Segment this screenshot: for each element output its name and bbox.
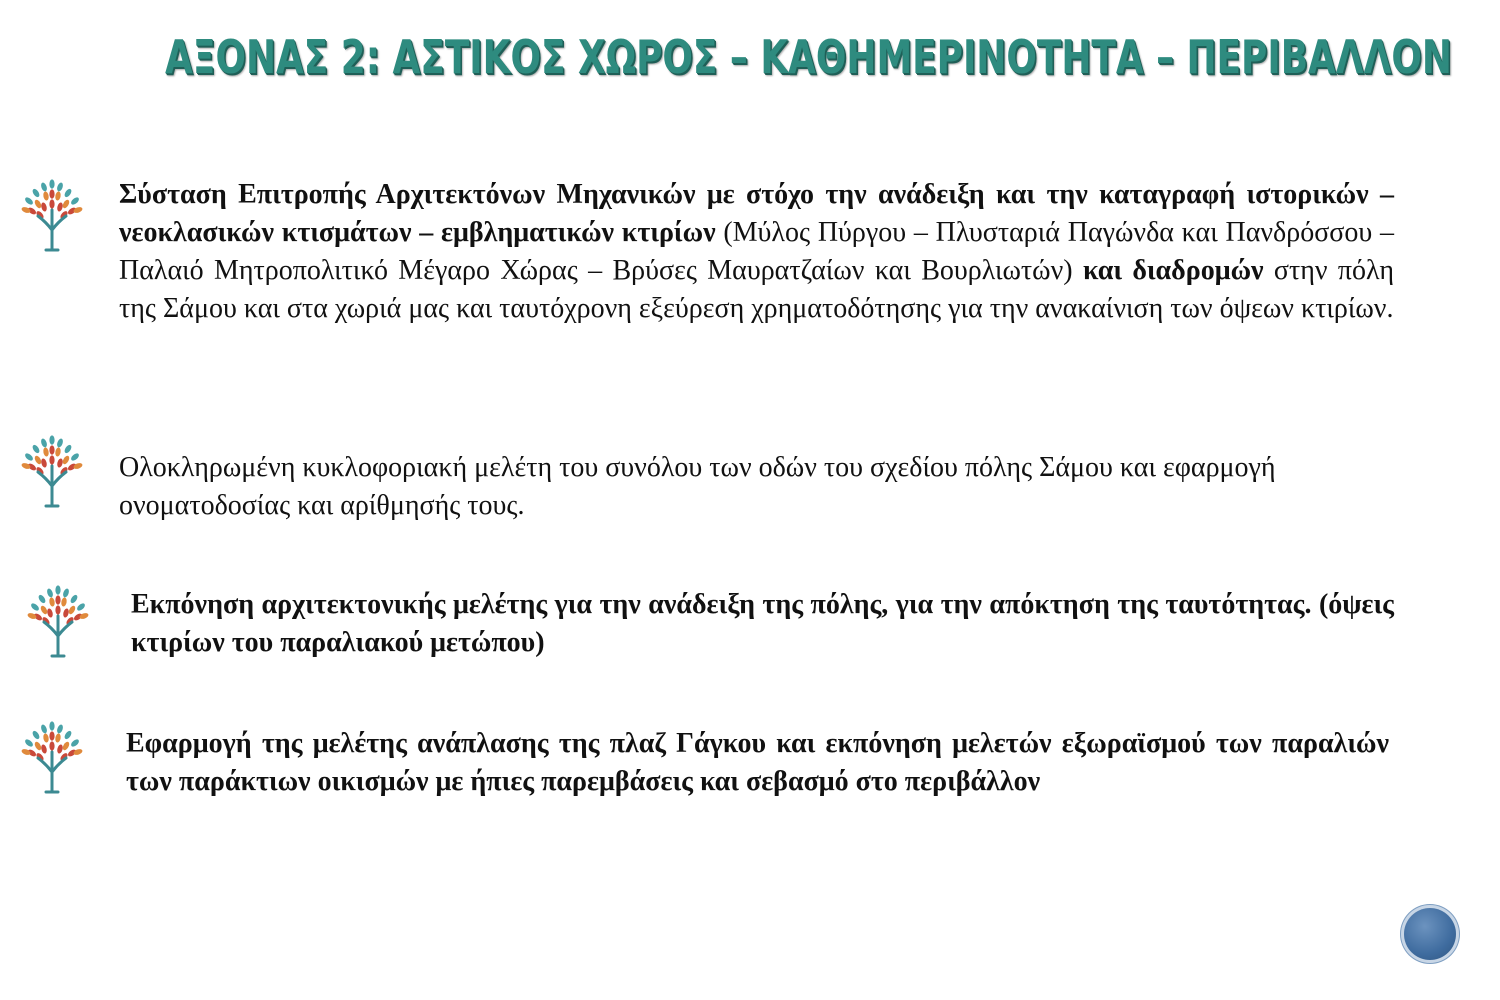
- bullet-text-2: Ολοκληρωμένη κυκλοφοριακή μελέτη του συνόλου των οδών του σχεδίου πόλης Σάμου και εφαρμογή ονοματοδοσίας και αρίθμησής τους.: [119, 452, 1276, 521]
- tree-icon: [16, 176, 88, 252]
- bullet-1-bold-part-2: και διαδρομών: [1082, 255, 1264, 286]
- bullet-1-normal-part-2: στην πόλη της Σάμου και στα χωριά μας και ταυτόχρονη εξεύρεση χρηματοδότησης για την ανακαίνιση των όψεων κτιρίων.: [119, 255, 1395, 324]
- tree-icon: [16, 432, 88, 508]
- tree-icon: [22, 582, 94, 658]
- next-slide-button[interactable]: [1404, 908, 1456, 960]
- slide-title: ΑΞΟΝΑΣ 2: ΑΣΤΙΚΟΣ ΧΩΡΟΣ – ΚΑΘΗΜΕΡΙΝΟΤΗΤΑ – ΠΕΡΙΒΑΛΛΟΝ: [165, 30, 1452, 84]
- bullet-text-3: Εκπόνηση αρχιτεκτονικής μελέτης για την ανάδειξη της πόλης, για την απόκτηση της ταυτότητας. (όψεις κτιρίων του παραλιακού μετώπου): [131, 589, 1394, 658]
- bullet-text-4: Εφαρμογή της μελέτης ανάπλασης της πλαζ Γάγκου και εκπόνηση μελετών εξωραϊσμού των παραλιών των παράκτιων οικισμών με ήπιες παρεμβάσεις και σεβασμό στο περιβάλλον: [126, 728, 1389, 797]
- bullet-1-normal-part-1: (Μύλος Πύργου – Πλυσταριά Παγώνδα και Πανδρόσσου – Παλαιό Μητροπολιτικό Μέγαρο Χώρας – Βρύσες Μαυρατζαίων και Βουρλιωτών): [119, 217, 1395, 286]
- bullet-text-1: [119, 176, 1394, 328]
- tree-icon: [16, 718, 88, 794]
- bullet-1-bold-part-1: Σύσταση Επιτροπής Αρχιτεκτόνων Μηχανικών με στόχο την ανάδειξη και την καταγραφή ιστορικών – νεοκλασικών κτισμάτων – εμβληματικών κτιρίων: [119, 179, 1394, 248]
